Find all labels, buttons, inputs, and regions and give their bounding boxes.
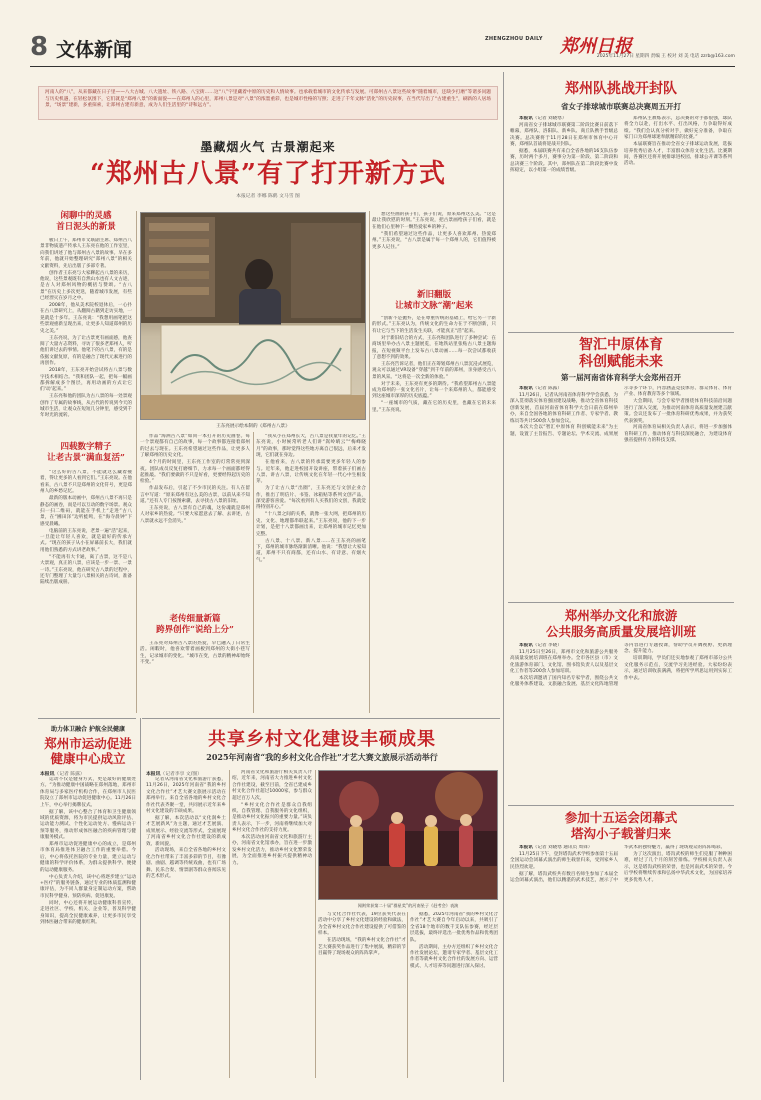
main-column-1 — [40, 238, 132, 438]
health-byline — [40, 770, 136, 777]
paragraph: 与文化合作社代表，19位获奖代表在活动中分享了乡村文化建设的经验和做法，为全省乡村文化合作社建设提供了可借鉴的样本。 — [318, 912, 406, 937]
main-byline-names: 李娜 陈鹤 文马雪 图 — [256, 194, 300, 199]
paragraph: 王东亮说，古八景有自己的魂，这份魂就是郑州人对家乡的热爱。“只要大家愿意去了解、去讲述，古八景就永远不会消失。” — [140, 505, 250, 524]
paragraph — [510, 116, 618, 122]
column-divider — [369, 211, 370, 713]
lead-summary-box — [38, 86, 498, 120]
main-title: “郑州古八景”有了打开新方式 — [90, 159, 446, 189]
paragraph: 同时，中心还将开展运动健康科普宣传，走进社区、学校、机关、企业等，普及科学健身知识，提高全民健康素养，让更多市民享受到体医融合带来的健康红利。 — [40, 900, 136, 925]
paragraph: 活动期间，主办方还组织了乡村文化合作社发展论坛，邀请专家学者、基层文化工作者等就乡村文化合作社的发展方向、运营模式、人才培养等问题进行深入探讨。 — [410, 944, 498, 969]
paragraph: 据了解，塔沟武校共有数百名师生参加了本届全运会闭幕式演出，他们以精湛的武术技艺，展示了中华武术的独特魅力，赢得了现场观众的阵阵喝彩。 — [510, 845, 726, 884]
paragraph: 古八景、十八景、新八景……在王东亮的画笔下，郑州的城市脉络渐渐清晰。他说：“我想让大家知道，郑州不只有商都，还有山水、有诗意、有烟火气。” — [256, 538, 366, 563]
paragraph: “创新不是抛弃，是在尊重传统的基础上，给它另一个新的形式。”王东亮认为，传统文化的生命力在于不断创新，只有让它与当下的生活发生关联，才能真正“活”起来。 — [372, 316, 496, 334]
date-line: 2025年11月27日 星期四 责编 王 校对 刘 美 电话 zzrb@163.com — [596, 54, 735, 59]
main-column-2b — [140, 641, 250, 711]
paragraph: 本次活动由河南省文化和旅游厅主办，河南省文化馆承办，旨在进一步激发乡村文化活力，推动乡村文化繁荣发展，为全面推进乡村振兴提供精神动力。 — [232, 835, 312, 866]
paragraph: 记者从河南省文化和旅游厅获悉，11月26日，2025年河南省“我的乡村文化合作社”才艺大赛文旅展示活动在郑州举行。来自全省各地的乡村文化合作社代表齐聚一堂，共同展示近年来乡村文化建设的丰硕成果。 — [146, 777, 226, 815]
side1-byline-prefix: 本报讯 — [519, 116, 533, 121]
lead-summary-text: 河南人的“八”，从来都藏在日子里——八大古城、八大遗址、铁八路、八宝街……这“八”字里藏着中原的历史和人情故事。也承载着城市的文化传承与发展。可郑州古八景这些故事“随着城市，还缺少打磨”等诸多问题与历史机遇，在轻松氛围下，它们就是“郑州八景”的新面貌——在郑州人的心里，郑州八景是对“八景”的浓墨重彩，也是城市性格的写照；走进了千年文脉“活化”的历史叙事，在当代写出了“古建重生”，刷新的人居场景，“场景”建新，多重探索，让郑州古建有新意，成为人们生活里的“诗和远方”。 — [45, 90, 491, 109]
paragraph: 王东亮对郑州古八景的热爱，早已融入了日常生活。闲暇时，他喜欢带着画板到郑州的大街小巷写生，记录城市的变化。“城市在变，古景的精神却始终不变。” — [140, 641, 250, 666]
side2-title: 智汇中原体育 科创赋能未来 — [579, 337, 663, 370]
paragraph: 据了解，本次活动以“文化润乡土 才艺展新风”为主题，通过才艺展演、成果展示、经验交流等形式，全面展现了河南省乡村文化合作社建设的新成效、新风貌。 — [146, 815, 226, 847]
paragraph: 据了解，该中心整合了体育和卫生健康领域的优质资源，将为市民提供运动风险评估、运动能力测试、个性化运动处方、慢病运动干预等服务，推动形成体医融合的疾病管理与健康服务模式。 — [40, 809, 136, 841]
section-title: 文体新闻 — [56, 39, 133, 61]
rural-photo — [318, 770, 498, 900]
paragraph: 创作者王东亮与大家聊起古八景的来历，他说，这些景观既有自然山水也有人文古迹，是古人对郑州风物的概括与赞颂。“古八景”在历史上多次更迭，随着城市发展，有些已经湮灭在岁月之中。 — [40, 270, 132, 302]
paragraph: 2018年，王东亮开始尝试将古八景与数字技术相结合。“我和团队一起，把每一幅画都拆解成多个图层，再用动画的方式让它们‘动’起来。” — [40, 368, 132, 393]
paragraph: 本次大会以“智汇中原体育 科创赋能未来”为主题，设置了主旨报告、专题论坛、学术交流、成果展示等多个环节，内容涵盖竞技体育、群众体育、体育产业、体育教育等多个领域。 — [510, 386, 732, 437]
paragraph: 据悉，2025年河南省“我的乡村文化合作社”才艺大赛自今年启动以来，共吸引了全省18个地市的数千支队伍参赛，经过层层选拔，最终评选出一批优秀作品和优秀团队。 — [410, 912, 498, 943]
paragraph: 本次培训邀请了国内知名专家学者，围绕公共文化服务体系建设、文旅融合发展、基层文化阵地管理等内容进行专题授课，帮助学员开阔视野、更新理念、提升能力。 — [510, 643, 732, 688]
paragraph: 在他看来，古八景的传承需要更多年轻人的参与。近年来，他走进校园开设讲座，带着孩子们画古八景、讲古八景，让传统文化在年轻一代心中生根发芽。 — [256, 460, 366, 485]
health-kicker: 助力体卫融合 护航全民健康 — [50, 726, 126, 733]
main-byline-prefix: 本报记者 — [236, 194, 256, 199]
section-divider — [508, 602, 734, 603]
paragraph — [510, 643, 618, 649]
paragraph: 想这些画的孩子们，孩子们说，原来郑州这么美。“这是最让我欣慰的时刻。”王东亮说，把古景画给孩子们看，就是在他们心里种下一颗热爱家乡的种子。 — [372, 212, 496, 230]
health-title: 郑州市运动促进 健康中心成立 — [44, 736, 132, 766]
paragraph: 王东亮和他的团队为古八景的每一处景观创作了专属的故事线，从古代的传说到今天的城市生活，让观众在短短几分钟里，感受到千年时光的流转。 — [40, 394, 132, 419]
main-column-4b — [372, 316, 496, 712]
side2-body — [510, 386, 732, 598]
paragraph: 对于未来，王东亮有更多的期待。“我希望郑州古八景能成为郑州的一张文化名片，让每一个来郑州的人，都能感受到这座城市深厚的历史底蕴。” — [372, 381, 496, 400]
main-column-3 — [256, 434, 366, 712]
side3-byline-names: （记者 李晓） — [532, 643, 562, 648]
paragraph: 11月25日下午，登封塔沟武术学校参加第十五届全国运动会闭幕式演出的师生载誉归来，受到家乡人民热烈欢迎。 — [510, 851, 618, 870]
paragraph: 培训期间，学员们还实地参观了郑州市部分公共文化服务示范点，交流学习先进经验。大家纷纷表示，通过培训收获满满，将把所学所思运用到实际工作中去。 — [624, 656, 732, 681]
paragraph: “一座城市的气质，藏在它的历史里，也藏在它的未来里。”王东亮说。 — [372, 401, 496, 413]
paragraph: 为了这次演出，塔沟武校的师生们克服了种种困难，经过了几个月的刻苦排练。学校相关负责人表示，这是塔沟武校的荣誉，也是河南武术的荣誉。今后学校将继续传承和弘扬中华武术文化，为国家培养更多优秀人才。 — [624, 851, 732, 883]
main-photo — [140, 212, 366, 420]
paragraph: 板日上午，郑州市文联副主席、郑州古八景非物质遗产传承人王东亮在他的工作室里，向我们讲述了他与郑州古八景的故事。早在多年前，他就开始整理研究“郑州八景”的相关文献资料，先后出版了多部专著。 — [40, 238, 132, 269]
paragraph: 为了让古八景“出圈”，王东亮还与文创企业合作，推出了明信片、书签、冰箱贴等系列文创产品，深受游客喜爱。“每次看到有人买我们的文创，我就觉得特别开心。” — [256, 486, 366, 511]
paragraph: 11月26日，记者从河南省体育科学学会获悉，为深入贯彻落实体育强国建设战略，推动全省体育科技创新发展，首届河南省体育科学大会日前在郑州举办，来自全国各地的体育科研工作者、专家学者、教练员等共计500余人参加会议。 — [510, 392, 618, 424]
paragraph: “十八景之间的关系，就像一张大网，把郑州的历史、文化、地理都串联起来。”王东亮说，他的下一步计划，是把十八景都画出来，让郑州的城市记忆更加完整。 — [256, 512, 366, 537]
side4-body — [510, 845, 732, 1077]
paragraph: 最新的版本动画中，郑州古八景不再只是静态的画卷，而是可以互动的数字场景。观众扫一扫二维码，就能在手机上“走进”古八景，在“圃田泽”边听蛙鸣，在“海寺晨钟”下感受晨曦。 — [40, 496, 132, 527]
rural-column-1 — [146, 777, 226, 1077]
paper-logo: 郑州日报 — [560, 36, 632, 57]
paragraph: 郑州市运动促进健康中心的成立，是郑州市体育局推进体卫融合工作的重要举措。今后，中心将依托医院的专业力量，建立运动与健康的科学评价体系，为群众提供科学、便捷的运动健康服务。 — [40, 842, 136, 873]
paragraph: “这么好的古八景，不能就这么藏着掖着，得让更多的人看到它们。”王东亮说。在他看来，古八景不只是郑州的文化符号，更是郑州人的乡愁记忆。 — [40, 470, 132, 495]
section-divider — [508, 332, 734, 333]
rural-subtitle: 2025年河南省“我的乡村文化合作社”才艺大赛文旅展示活动举行 — [206, 752, 438, 762]
masthead-rule — [30, 66, 735, 67]
paragraph — [510, 845, 618, 851]
paragraph — [510, 386, 618, 392]
paragraph: 对于新旧结合的方式，王东亮和团队进行了多种尝试：在商场里举办古八景主题展览，在地铁站里张贴古八景主题海报，在短视频平台上发布古八景动画……每一次尝试都收获了意想不到的效果。 — [372, 335, 496, 360]
main-byline — [38, 192, 498, 199]
side3-body — [510, 643, 732, 801]
column-divider — [253, 432, 254, 713]
paragraph: 河南省女子排球城市联赛第二阶段比赛日前落下帷幕，郑州队、洛阳队、新乡队、商丘队携手晋级总决赛。总决赛将于11月28日在郑州市体育中心开赛，郑州队首战将迎战开封队。 — [510, 122, 618, 148]
main-column-4a — [372, 212, 496, 284]
main-photo-caption: 王东亮展示绘本制的《郑州古八景》 — [216, 424, 290, 429]
rural-title: 共享乡村文化建设丰硕成果 — [208, 729, 436, 750]
side3-byline-prefix: 本报讯 — [519, 643, 533, 648]
rural-photo-caption: 闻则荣获第二十届“群星奖”的河南坠子《赶考会》表演 — [357, 903, 459, 908]
paragraph: 王东亮告诉记者，他们正在筹划郑州古八景沉浸式展览，观众可以通过VR设备“穿越”到千年前的郑州，亲身感受古八景的风采。“这将是一次全新的体验。” — [372, 361, 496, 380]
side2-byline-prefix: 本报讯 — [519, 386, 533, 391]
rural-column-4 — [410, 912, 498, 1077]
paragraph: 郑州队主教练表示，总决赛的对手都很强，球队将全力以赴，打出水平、打出风格，力争取得好成绩。“我们会认真分析对手，做好充分准备，争取在家门口为郑州球迷奉献精彩的比赛。” — [624, 116, 732, 141]
paragraph: 在活动现场，“我的乡村文化合作社”才艺大赛获奖作品进行了集中展演，精彩的节目赢得了现场观众的阵阵掌声。 — [318, 938, 406, 956]
main-subhead-2: 四载数字精子 让老古景“满血复活” — [47, 442, 125, 463]
paragraph: 河南省文化和旅游厅相关负责人介绍，近年来，河南省大力推进乡村文化合作社建设，截至目前，全省已建成乡村文化合作社超过10000家，参与群众超过百万人次。 — [232, 770, 312, 801]
rural-column-2 — [232, 770, 312, 1077]
page-number: 8 — [30, 32, 49, 62]
paragraph: 据悉，本届联赛共有来自全省各地的16支队伍参赛，历时两个多月，赛事分为第一阶段、第二阶段和总决赛三个阶段。其中，郑州队在第二阶段比赛中发挥稳定，以小组第一的成绩晋级。 — [510, 149, 618, 174]
paragraph: “不能再有大卡通，离了古景，这不是八大景观，真正的八景，应该是一步一景、一景一诗。”王东亮说，他在研究古八景的过程中，还专门整理了大量与八景相关的古诗词，准备陆续出版成册。 — [40, 554, 132, 586]
side2-byline-names: （记者 陈露） — [532, 386, 562, 391]
side4-byline-prefix: 本报讯 — [519, 845, 533, 850]
stage-performance-illustration — [319, 771, 498, 900]
rural-byline-prefix: 本报讯 — [146, 772, 161, 777]
paragraph: 大会期间，与会专家学者围绕体育科技前沿问题进行了深入交流，为推动河南体育高质量发展建言献策。会议还发布了一批体育科研优秀成果，并为获奖代表颁奖。 — [624, 399, 732, 424]
side2-subtitle: 第一届河南省体育科学大会郑州召开 — [561, 373, 681, 382]
paragraph: “我们希望通过这些作品，让更多人喜欢郑州、热爱郑州。”王东亮说，“古八景是属于每一个郑州人的，它们值得被更多人记住。” — [372, 231, 496, 250]
side1-byline-names: （记者 刘晓寒） — [532, 116, 567, 121]
column-divider — [136, 211, 137, 713]
paragraph: 中心负责人介绍，该中心将逐步建立“运动+医疗”的服务链条，通过专业的体质监测和健康评估，为不同人群量身定制运动方案，帮助市民科学健身、预防疾病、促进康复。 — [40, 874, 136, 899]
paragraph: 河南省体育局相关负责人表示，将进一步加强体育科研工作，推动体育与科技深度融合，为建设体育强省提供有力的科技支撑。 — [624, 425, 732, 444]
masthead — [30, 32, 735, 64]
rural-byline-names: （记者李享 文/图） — [160, 772, 202, 777]
side1-body — [510, 116, 732, 328]
main-kicker: 墨藏烟火气 古景潮起来 — [200, 140, 336, 154]
main-column-2 — [140, 434, 250, 610]
side4-title: 参加十五运会闭幕式 塔沟小子载誉归来 — [564, 810, 678, 841]
paper-pinyin: ZHENGZHOU DAILY — [485, 36, 543, 42]
section-divider — [38, 718, 136, 719]
paragraph: 11月25日至26日，郑州市文化和旅游公共服务高质量发展培训班在郑州举办。全市各区县（市）文化旅游体育部门、文化馆、图书馆负责人以及基层文化工作者等200余人参加培训。 — [510, 649, 618, 675]
column-divider — [407, 912, 408, 1078]
side4-byline-names: （记者 刘晓寒 通讯员 周锋） — [532, 845, 593, 850]
paragraph: 运动不仅是健身方式，更是最好的健康处方。“为推动健康中国战略在郑州落地，郑州市体育局与多家医疗机构合作，在郑州市人民医院设立了郑州市运动促进健康中心。11月26日上午，中心举行揭牌仪式。 — [40, 777, 136, 808]
paragraph: 活动现场，来自全省各地的乡村文化合作社带来了丰富多彩的节目，有豫剧、曲剧、越调等传统戏曲，也有广场舞、民乐合奏、情景剧等群众喜闻乐见的艺术形式。 — [146, 848, 226, 880]
rural-column-3 — [318, 912, 406, 1077]
paragraph: 电脑前的王东亮说，老景一遍“活”起来，一旦能让年轻人喜欢，就是最好的传承方式。“现在的孩子从小在屏幕前长大，我们就用他们熟悉的方式讲老故事。” — [40, 528, 132, 553]
health-body — [40, 777, 136, 1077]
paragraph: 本届联赛旨在推动全省女子排球运动发展，选拔培养优秀后备人才，丰富群众体育文化生活。比赛期间，各赛区还将开展排球进校园、排球公开课等系列活动。 — [624, 142, 732, 167]
main-column-1b — [40, 470, 132, 712]
health-byline-names: （记者 陈露） — [54, 772, 85, 777]
column-divider — [315, 770, 316, 1078]
paragraph: 作品“海洲古八景”如同一本打开的历史画卷。每一个景观都有自己的故事，每一个故事都连接着郑州的过去与现在。王东亮希望通过这些作品，让更多人了解郑州的历史文化。 — [140, 434, 250, 459]
paragraph: “我从小在郑州长大，古八景是我童年的记忆。”王东亮说，小时候常听老人们讲“嵩岭晴云”“梅峰晓月”的故事，那时觉得这些地方离自己很远，后来才发现，它们就在身边。 — [256, 434, 366, 459]
paragraph: 王东亮说，为了让古景更有画面感，他查阅了大量方志资料，寻访了很多老郑州人，听他们讲过去的事情。他笔下的古八景，有的是依据文献复原，有的是融合了现代元素进行的再创作。 — [40, 335, 132, 367]
column-divider — [140, 718, 141, 1080]
column-divider — [229, 770, 230, 1078]
main-subhead-1: 闲聊中的灵感 首日泥头的新景 — [56, 211, 116, 232]
section-divider — [142, 718, 500, 719]
paragraph: “乡村文化合作社是群众自我组织、自我管理、自我服务的文化组织，是推动乡村文化振兴的重要力量。”该负责人表示，下一步，河南将继续加大对乡村文化合作社的支持力度。 — [232, 802, 312, 834]
photo-scene-illustration — [141, 213, 366, 420]
side3-title: 郑州举办文化和旅游 公共服务高质量发展培训班 — [545, 608, 696, 639]
paragraph: 4个月的时间里，王东亮工作室的灯常常亮到深夜。团队成员反复打磨细节，力求每一个画面都经得起推敲。“我们要做的不只是好看，更要经得起历史的检验。” — [140, 460, 250, 485]
section-divider — [503, 72, 504, 1082]
side1-title: 郑州队挑战开封队 — [565, 81, 677, 97]
section-divider — [508, 805, 734, 806]
health-byline-prefix: 本报讯 — [40, 772, 55, 777]
main-subhead-3: 老传细量新篇 跨界创作“说给上分” — [156, 614, 234, 635]
paragraph: 作品发布后，引起了不少市民的关注。有人在留言中写道：“原来郑州有这么美的古景，以前从来不知道。”还有人专门按图索骥，去寻找古八景的旧址。 — [140, 486, 250, 505]
rural-byline — [146, 770, 226, 777]
main-subhead-4: 新旧翻版 让城市文脉“潮”起来 — [395, 290, 473, 311]
side1-subtitle: 省女子排球城市联赛总决赛周五开打 — [561, 102, 681, 111]
paragraph: 2008年，他从美术院校退休后，一心扑在古八景研究上，从翻阅古籍到走访实地，一晃就是十多年。王东亮说：“我想用画笔把这些景观重新呈现出来，让更多人知道郑州的历史之美。” — [40, 303, 132, 334]
